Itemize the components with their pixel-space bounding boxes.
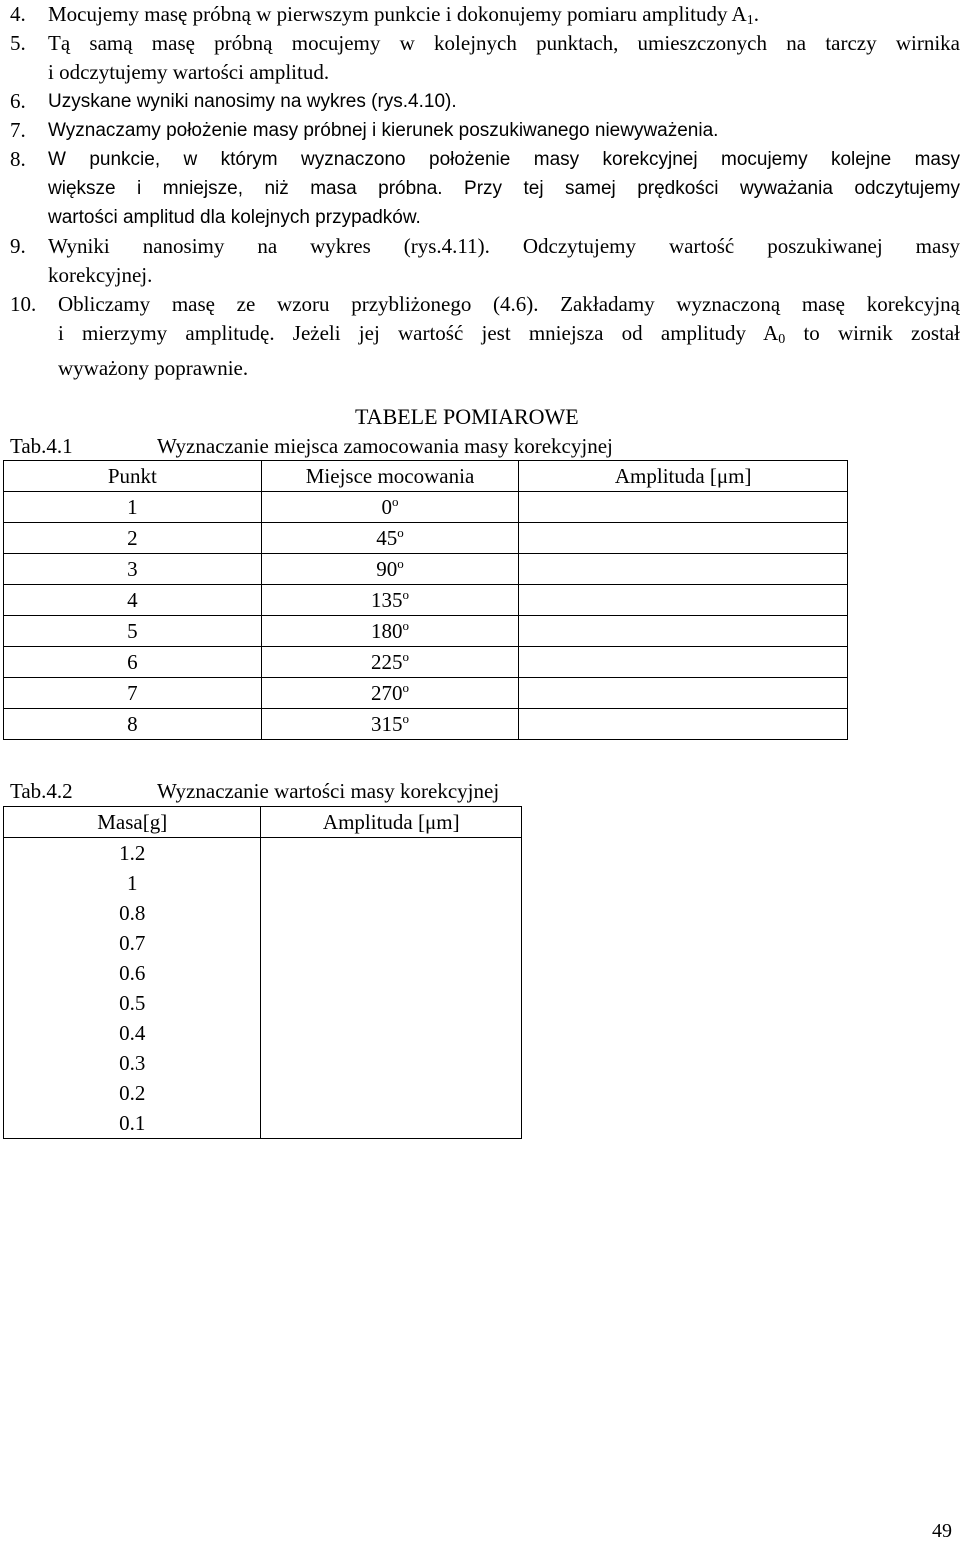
table2-mass-cell: 0.1 xyxy=(4,1108,261,1139)
step-text-end: . xyxy=(753,2,759,26)
angle-value: 270 xyxy=(371,680,403,705)
table2-row xyxy=(4,988,522,1018)
table2-header-amplitude: Amplituda [μm] xyxy=(261,807,522,838)
table1-amplitude-cell[interactable] xyxy=(519,492,848,523)
table2-mass-cell: 0.5 xyxy=(4,988,261,1018)
table2 xyxy=(3,806,522,1139)
step-text-line: wartości amplitud dla kolejnych przypadków. xyxy=(48,207,421,228)
table2-amplitude-cell[interactable] xyxy=(261,988,522,1018)
table2-amplitude-cell[interactable] xyxy=(261,1108,522,1139)
table1-point-cell: 8 xyxy=(4,709,262,740)
table2-mass-cell: 0.7 xyxy=(4,928,261,958)
table1-amplitude-cell[interactable] xyxy=(519,647,848,678)
table1-row xyxy=(4,585,848,616)
table1-point-cell: 1 xyxy=(4,492,262,523)
table1-row xyxy=(4,678,848,709)
step-number: 10. xyxy=(10,292,37,316)
angle-value: 0 xyxy=(381,494,393,519)
step-text-line: Wyniki nanosimy na wykres (rys.4.11). Odczytujemy wartość poszukiwanej masy xyxy=(48,234,960,258)
table2-mass-cell: 1.2 xyxy=(4,838,261,869)
table1-row xyxy=(4,647,848,678)
step-text-line: i odczytujemy wartości amplitud. xyxy=(48,60,330,84)
table2-mass-cell: 0.4 xyxy=(4,1018,261,1048)
table2-row xyxy=(4,1078,522,1108)
step-number: 8. xyxy=(10,147,26,171)
table1-angle-cell xyxy=(261,492,519,523)
table2-mass-cell: 0.2 xyxy=(4,1078,261,1108)
table1-amplitude-cell[interactable] xyxy=(519,554,848,585)
table1-amplitude-cell[interactable] xyxy=(519,523,848,554)
step-text-line: W punkcie, w którym wyznaczono położenie masy korekcyjnej mocujemy kolejne masy xyxy=(48,149,960,170)
table2-amplitude-cell[interactable] xyxy=(261,1048,522,1078)
table2-amplitude-cell[interactable] xyxy=(261,838,522,869)
table1-header-point: Punkt xyxy=(4,461,262,492)
table1-point-cell: 5 xyxy=(4,616,262,647)
degree-symbol: o xyxy=(402,617,410,633)
table1-row xyxy=(4,554,848,585)
table2-amplitude-cell[interactable] xyxy=(261,1018,522,1048)
degree-symbol: o xyxy=(402,679,410,695)
table1-title: Wyznaczanie miejsca zamocowania masy korekcyjnej xyxy=(157,434,613,458)
table1 xyxy=(3,460,848,740)
table2-header-row xyxy=(4,807,522,838)
degree-symbol: o xyxy=(397,555,404,571)
table1-point-cell: 2 xyxy=(4,523,262,554)
table2-mass-cell: 0.3 xyxy=(4,1048,261,1078)
table1-row xyxy=(4,492,848,523)
table1-body xyxy=(4,492,848,740)
table1-point-cell: 6 xyxy=(4,647,262,678)
table1-angle-cell xyxy=(261,709,519,740)
table1-amplitude-cell[interactable] xyxy=(519,616,848,647)
table1-angle-cell xyxy=(261,585,519,616)
step-number: 7. xyxy=(10,118,26,142)
subscript: 0 xyxy=(778,332,786,347)
degree-symbol: o xyxy=(402,586,410,602)
table2-title: Wyznaczanie wartości masy korekcyjnej xyxy=(157,779,500,803)
angle-value: 180 xyxy=(371,618,403,643)
subscript: 1 xyxy=(746,13,754,28)
page-number: 49 xyxy=(932,1520,952,1542)
table2-amplitude-cell[interactable] xyxy=(261,868,522,898)
degree-symbol: o xyxy=(397,524,404,540)
angle-value: 225 xyxy=(371,649,403,674)
degree-symbol: o xyxy=(392,493,399,509)
step-text-line: Tą samą masę próbną mocujemy w kolejnych punktach, umieszczonych na tarczy wirnika xyxy=(48,31,960,55)
table2-amplitude-cell[interactable] xyxy=(261,1078,522,1108)
step-text: Uzyskane wyniki nanosimy na wykres (rys.4.10). xyxy=(48,91,457,112)
table1-header-location: Miejsce mocowania xyxy=(261,461,519,492)
table2-mass-cell: 0.8 xyxy=(4,898,261,928)
table2-row xyxy=(4,958,522,988)
table1-row xyxy=(4,523,848,554)
table1-header-amplitude: Amplituda [μm] xyxy=(519,461,848,492)
table1-header-row xyxy=(4,461,848,492)
table2-row xyxy=(4,928,522,958)
step-text-line: większe i mniejsze, niż masa próbna. xyxy=(48,178,443,199)
table1-angle-cell xyxy=(261,523,519,554)
table2-row xyxy=(4,838,522,869)
table2-row xyxy=(4,1018,522,1048)
step-number: 6. xyxy=(10,89,26,113)
step-text-line: korekcyjnej. xyxy=(48,263,153,287)
table2-mass-cell: 1 xyxy=(4,868,261,898)
table1-amplitude-cell[interactable] xyxy=(519,678,848,709)
table2-amplitude-cell[interactable] xyxy=(261,898,522,928)
table1-amplitude-cell[interactable] xyxy=(519,709,848,740)
step-text-line: wyważony poprawnie. xyxy=(58,356,249,380)
table1-angle-cell xyxy=(261,678,519,709)
table2-mass-cell: 0.6 xyxy=(4,958,261,988)
table2-row xyxy=(4,1108,522,1139)
table2-label: Tab.4.2 xyxy=(10,779,73,803)
step-text-line: Obliczamy masę ze wzoru przybliżonego (4.6). Zakładamy wyznaczoną masę korekcyjną xyxy=(58,292,960,316)
table1-angle-cell xyxy=(261,554,519,585)
table2-row xyxy=(4,1048,522,1078)
table2-header-mass: Masa[g] xyxy=(4,807,261,838)
angle-value: 45 xyxy=(376,525,398,550)
table1-row xyxy=(4,616,848,647)
step-text: Mocujemy masę próbną w pierwszym punkcie i dokonujemy pomiaru amplitudy A xyxy=(48,2,747,26)
step-text-line: to wirnik został xyxy=(785,321,960,345)
table2-body xyxy=(4,838,522,1139)
table1-row xyxy=(4,709,848,740)
degree-symbol: o xyxy=(402,710,410,726)
degree-symbol: o xyxy=(402,648,410,664)
table1-point-cell: 7 xyxy=(4,678,262,709)
step-number: 4. xyxy=(10,2,26,26)
angle-value: 90 xyxy=(376,556,398,581)
angle-value: 315 xyxy=(371,711,403,736)
table1-amplitude-cell[interactable] xyxy=(519,585,848,616)
table1-point-cell: 3 xyxy=(4,554,262,585)
table2-amplitude-cell[interactable] xyxy=(261,958,522,988)
step-text: Wyznaczamy położenie masy próbnej i kierunek poszukiwanego niewyważenia. xyxy=(48,120,719,141)
step-text-line: Przy tej samej prędkości wyważania odczytujemy xyxy=(464,178,960,199)
table1-angle-cell xyxy=(261,616,519,647)
table1-point-cell: 4 xyxy=(4,585,262,616)
angle-value: 135 xyxy=(371,587,403,612)
step-number: 9. xyxy=(10,234,26,258)
table2-amplitude-cell[interactable] xyxy=(261,928,522,958)
table1-label: Tab.4.1 xyxy=(10,434,73,458)
step-number: 5. xyxy=(10,31,26,55)
table2-row xyxy=(4,898,522,928)
table1-angle-cell xyxy=(261,647,519,678)
step-text-line: i mierzymy amplitudę. Jeżeli jej wartość jest mniejsza od amplitudy A xyxy=(58,321,779,345)
section-heading: TABELE POMIAROWE xyxy=(355,404,579,429)
table2-row xyxy=(4,868,522,898)
